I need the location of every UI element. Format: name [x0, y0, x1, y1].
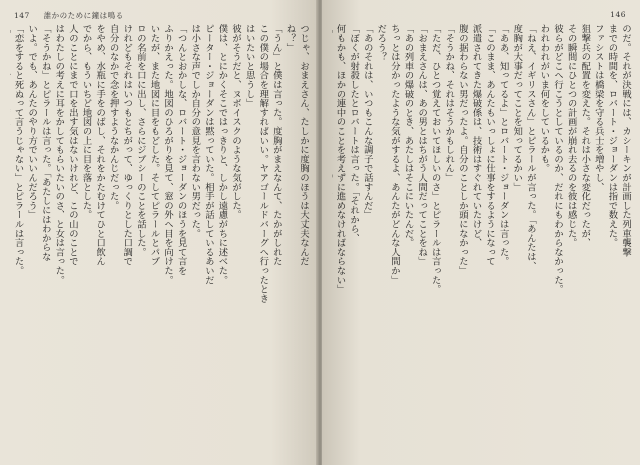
left-text-line: をやめ、水瓶に手をのばし、それをかたむけてひと口飲ん	[94, 24, 106, 266]
right-text-line: 度胸が大事だってことを知ってるかい」	[511, 24, 523, 192]
right-text-line: 腹の据わらない男だったよ。自分のことしか頭になかった」	[456, 24, 468, 276]
right-text-line: その瞬間にひとつの計画が崩れ去るのを彼は感じた。	[565, 24, 577, 248]
left-text-line: 「つんとおかしな、ロバート・ジョーダンのほうを見て言を	[175, 24, 187, 276]
right-text-line: 「ただ、ひとつ覚えておいてほしいのさ」とピラールは言った。	[429, 24, 441, 294]
left-text-line: 僕は、とにかくそこではっきりと、しかし遠慮がちに述べた。	[216, 24, 228, 285]
right-text-line: 彼らがどこへ行こうとしているのか、だれにもわからなかった。	[552, 24, 564, 294]
right-text-line: 「あのそれは、いつもこんな調子で話すんだ」	[361, 24, 373, 220]
left-page-header	[14, 10, 124, 21]
right-text-line: 「ああ、知ってるよ」とロバート・ジョーダンは言った。	[497, 24, 509, 266]
left-text-line: ふりかえった。地図のひろがりを見て、窓の外へ目を向けた。	[162, 24, 174, 285]
left-text-line: は小さな声でしか自分の意見を言わない男だった。	[189, 24, 201, 238]
right-text-line: だろう？	[375, 24, 387, 62]
right-text-line: 「おまえさんは、あの男とはちがう人間だってことをね」	[416, 24, 428, 266]
left-text-line: けれどもそれはいつもとちがって、ゆっくりとした口調で	[121, 24, 133, 266]
right-text-line: 「あの列車の爆破のとき、あたしはそこにいたんだ。	[402, 24, 414, 248]
left-text-line: 「うん」と僕は言った。度胸がまえなんて、たかがしれた	[270, 24, 282, 266]
left-text-line: 彼がそうだと、ヌボイスクのような気がした。	[230, 24, 242, 220]
left-text-line: つじゃ、おまえさん、たしかに度胸のほうは大丈夫なんだ	[298, 24, 309, 266]
left-page	[0, 0, 318, 465]
right-text-line: 狙撃兵の配置を変えた。それは小さな変化だったが、	[579, 24, 591, 248]
right-body-text	[332, 24, 632, 454]
right-text-line: ファシストは橋梁を守る兵士を増やし、	[592, 24, 604, 192]
right-text-line: までの時間を、ロバート・ジョーダンは指で数えた。	[606, 24, 618, 248]
right-page-number: 146	[610, 10, 626, 19]
left-page-number: 147	[14, 11, 30, 20]
right-text-line: 「ぼくが射殺したとロバートは言った。「それから、	[348, 24, 360, 243]
left-text-line: ね？」	[284, 24, 296, 52]
right-text-line: 「このまま、あんたもいっしょに仕事をするようになって	[484, 24, 496, 266]
right-page-header	[610, 10, 626, 19]
left-text-line: いよ。でも、あんたのやり方でいいんだろう」	[26, 24, 38, 220]
left-text-line	[10, 24, 11, 454]
right-page	[322, 0, 640, 465]
left-text-line: 「そうかね」とピラールは言った。「あたしにはわからな	[39, 24, 51, 262]
left-text-line: 「恋をすると死ぬって言うじゃない」とピラールは言った。	[12, 24, 24, 276]
right-text-line: われわれがいま何をしているかも。	[538, 24, 550, 173]
left-text-line: 自分のなかで念を押すようなかんじだった。	[107, 24, 119, 210]
left-text-line: この僕の場合を理解すればいい。ヤアゴールドバーグへ行ったとき	[257, 24, 269, 303]
left-text-line: はいたいと思うし」	[243, 24, 255, 108]
right-text-line: 「ねえ、イギリスさん」とピラールが言った。「あんたは、	[524, 24, 536, 271]
left-text-line: いたが、また地図に目をもどした。そしてピラールとパブ	[148, 24, 160, 266]
right-text-line: 「そうかね、それはそうかもしれん」	[443, 24, 455, 183]
left-text-line: ロの名前を口に出し、さらにジプシーのことを話した。	[134, 24, 146, 257]
right-text-line: 何もかも、ほかの連中のことを考えずに進めなければならない」	[334, 24, 346, 294]
right-text-line: のだ。それが決戦には、カシーキンが計画した列車襲撃	[620, 24, 631, 257]
left-running-title: 誰かのために鐘は鳴る	[43, 11, 124, 20]
left-body-text	[10, 24, 310, 454]
left-text-line: ピーター・ジョーダンは黙っていた。相手が話しているあいだ	[202, 24, 214, 285]
right-text-line	[332, 24, 333, 454]
right-text-line: ちっとは分かったような気がするよ、あんたがどんな人間か」	[388, 24, 400, 285]
left-text-line: 人のことにまで口を出す気はないけれど、この山のことで	[66, 24, 78, 266]
left-text-line: でから、もういちど地図の上に目を落とした。	[80, 24, 92, 220]
right-text-line: 派遣されてきた爆破係は、技術はすぐれていたけど、	[470, 24, 482, 248]
left-text-line: はわたしの考えに耳をかしてもらいたいのさ、と女は言った。	[53, 24, 65, 285]
